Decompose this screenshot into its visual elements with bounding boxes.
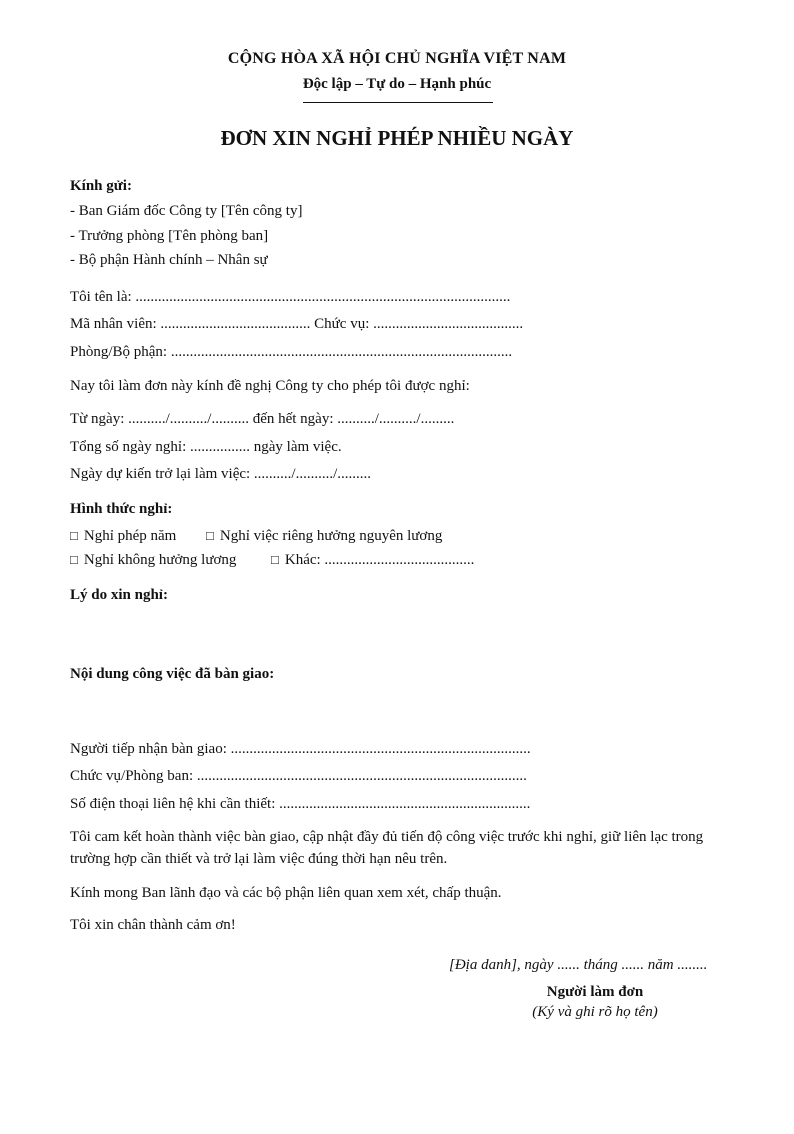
document-title: ĐƠN XIN NGHỈ PHÉP NHIỀU NGÀY xyxy=(220,126,574,150)
handover-position-line: Chức vụ/Phòng ban: ........................................................................................ xyxy=(70,768,527,784)
employee-department-line: Phòng/Bộ phận: ........................................................................................... xyxy=(70,344,513,360)
leave-option-annual[interactable] xyxy=(70,527,176,545)
handover-heading: Nội dung công việc đã bàn giao: xyxy=(70,666,275,682)
place-date-line: [Địa danh], ngày ...... tháng ...... năm ........ xyxy=(449,957,708,973)
recipient-item: - Bộ phận Hành chính – Nhân sự xyxy=(70,252,268,268)
motto: Độc lập – Tự do – Hạnh phúc xyxy=(302,76,492,92)
thanks-line: Tôi xin chân thành cảm ơn! xyxy=(70,917,236,933)
checkbox-icon[interactable]: □ xyxy=(271,552,279,567)
handover-receiver-line: Người tiếp nhận bàn giao: ................................................................................ xyxy=(70,741,531,757)
leave-option-label: Nghỉ việc riêng hưởng nguyên lương xyxy=(219,528,443,544)
signer-title: Người làm đơn xyxy=(546,984,644,1000)
leave-type-heading: Hình thức nghỉ: xyxy=(70,501,173,517)
approval-request: Kính mong Ban lãnh đạo và các bộ phận liên quan xem xét, chấp thuận. xyxy=(70,885,502,901)
recipient-item: - Ban Giám đốc Công ty [Tên công ty] xyxy=(70,203,303,219)
total-days-line: Tổng số ngày nghỉ: ................ ngày làm việc. xyxy=(70,439,342,455)
checkbox-icon[interactable]: □ xyxy=(70,528,78,543)
return-date-line: Ngày dự kiến trở lại làm việc: ........../........../......... xyxy=(70,466,372,482)
recipients-heading: Kính gửi: xyxy=(70,178,132,194)
commitment-paragraph: Tôi cam kết hoàn thành việc bàn giao, cập nhật đầy đủ tiến độ công việc trước khi nghỉ, giữ liên lạc trong trường hợp cần thiết và trở lại làm việc đúng thời hạn nêu trên. xyxy=(70,829,704,867)
employee-id-position-line: Mã nhân viên: ........................................ Chức vụ: ........................................ xyxy=(70,316,524,332)
recipient-item: - Trưởng phòng [Tên phòng ban] xyxy=(70,228,269,244)
leave-option-label: Khác: ........................................ xyxy=(284,552,475,568)
leave-option-unpaid[interactable] xyxy=(70,551,236,569)
leave-period-line: Từ ngày: ........../........../.......... đến hết ngày: ........../........../......... xyxy=(70,411,455,427)
nation-heading: CỘNG HÒA XÃ HỘI CHỦ NGHĨA VIỆT NAM xyxy=(227,50,567,67)
motto-underline xyxy=(303,102,493,103)
reason-heading: Lý do xin nghỉ: xyxy=(70,587,168,603)
employee-name-line: Tôi tên là: .................................................................................................... xyxy=(70,289,511,305)
signer-note: (Ký và ghi rõ họ tên) xyxy=(532,1004,658,1020)
leave-option-label: Nghỉ không hưởng lương xyxy=(83,552,237,568)
leave-option-personal-paid[interactable] xyxy=(206,527,442,545)
leave-option-label: Nghỉ phép năm xyxy=(83,528,177,544)
leave-option-other[interactable] xyxy=(271,551,474,569)
checkbox-icon[interactable]: □ xyxy=(70,552,78,567)
request-intro: Nay tôi làm đơn này kính đề nghị Công ty cho phép tôi được nghỉ: xyxy=(70,378,470,394)
handover-phone-line: Số điện thoại liên hệ khi cần thiết: ................................................................... xyxy=(70,796,531,812)
checkbox-icon[interactable]: □ xyxy=(206,528,214,543)
